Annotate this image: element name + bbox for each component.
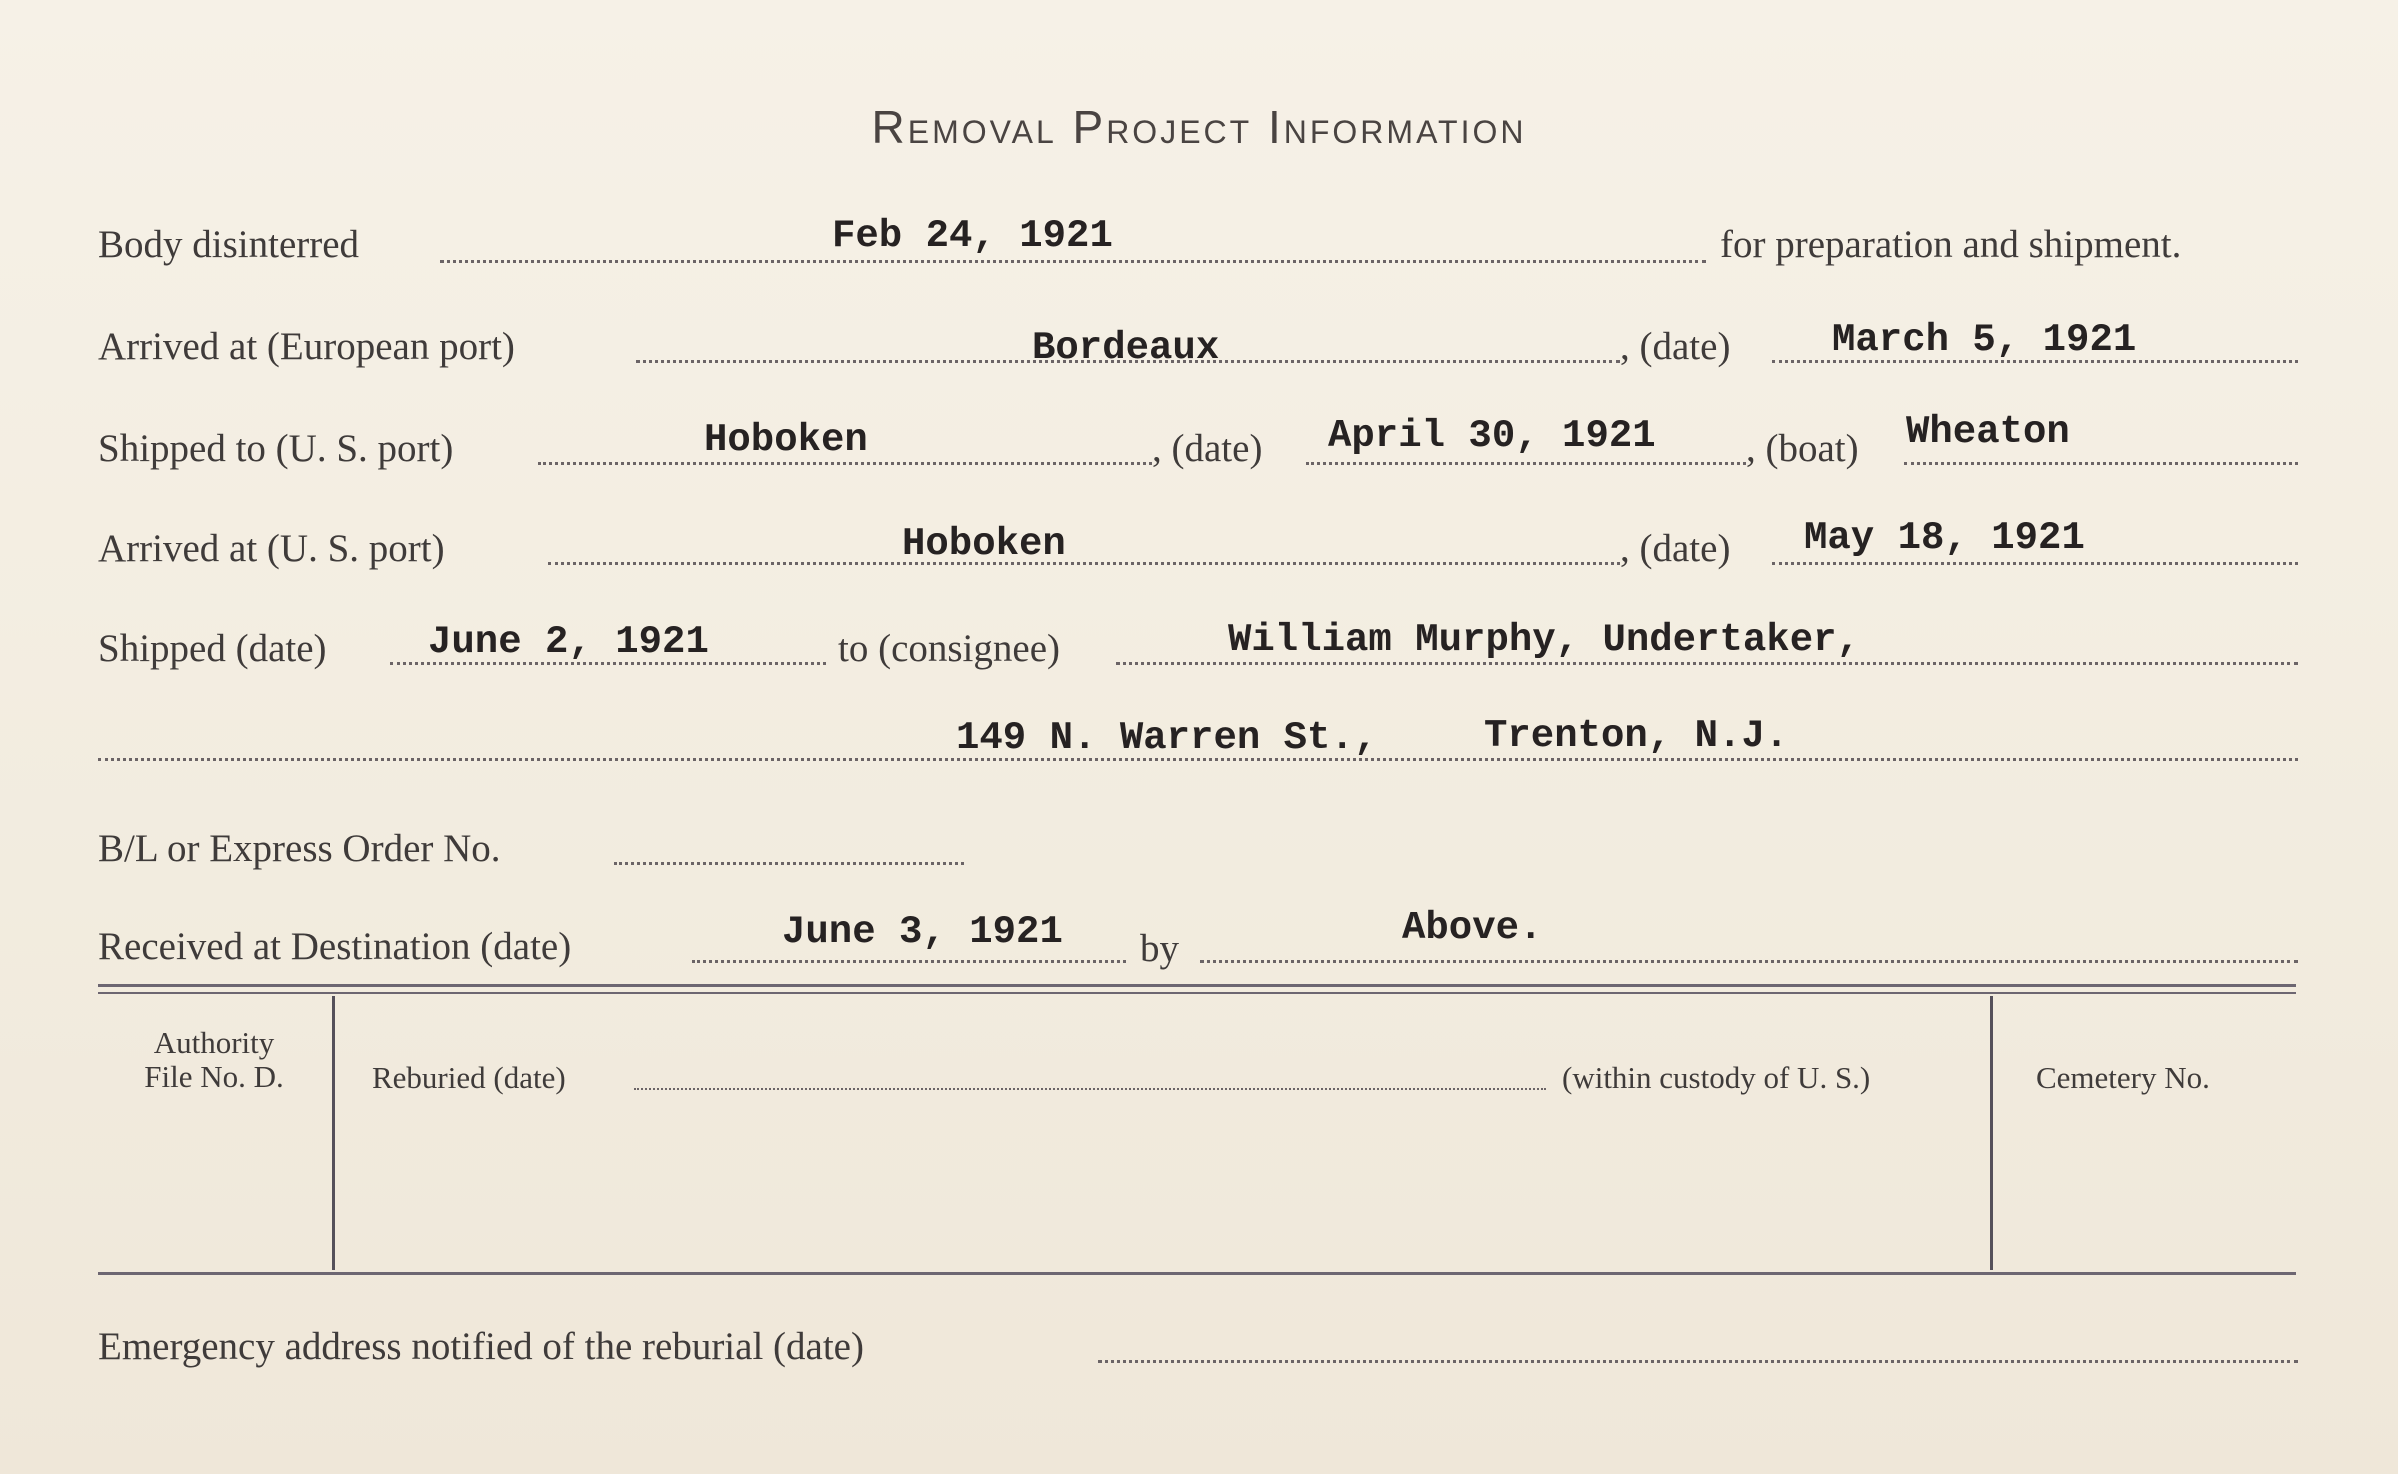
authority-label — [98, 1026, 330, 1094]
consignee-line — [1116, 662, 2298, 665]
bl-express-order-line — [614, 862, 964, 865]
arrived-us-date-value: May 18, 1921 — [1804, 516, 2085, 560]
received-by-line — [1200, 960, 2298, 963]
european-date-label: , (date) — [1620, 325, 1731, 368]
reburied-date-label: Reburied (date) — [372, 1060, 566, 1095]
received-by-value: Above. — [1402, 906, 1543, 950]
preparation-shipment-label: for preparation and shipment. — [1720, 223, 2182, 266]
page-title: Removal Project Information — [871, 101, 1527, 153]
boat-value: Wheaton — [1906, 410, 2070, 454]
shipped-final-date-value: June 2, 1921 — [428, 620, 709, 664]
european-port-label: Arrived at (European port) — [98, 325, 515, 368]
table-top-rule — [98, 984, 2296, 987]
table-divider-left — [332, 996, 335, 1270]
bl-express-order-label: B/L or Express Order No. — [98, 827, 501, 870]
received-by-label: by — [1140, 927, 1179, 970]
received-destination-label: Received at Destination (date) — [98, 925, 572, 968]
consignee-value: William Murphy, Undertaker, — [1228, 618, 1860, 662]
body-disinterred-line — [440, 260, 1706, 263]
table-bottom-rule — [98, 1272, 2296, 1275]
emergency-address-line — [1098, 1360, 2298, 1363]
boat-label: , (boat) — [1746, 427, 1859, 470]
table-top-rule-second — [98, 992, 2296, 994]
consignee-label: to (consignee) — [838, 627, 1061, 670]
body-disinterred-value: Feb 24, 1921 — [832, 214, 1113, 258]
reburied-date-line — [634, 1088, 1546, 1090]
custody-label: (within custody of U. S.) — [1562, 1060, 1871, 1095]
shipped-to-us-port-value: Hoboken — [704, 418, 868, 462]
shipped-to-us-port-line — [538, 462, 1152, 465]
table-divider-right — [1990, 996, 1993, 1270]
arrived-us-date-label: , (date) — [1620, 527, 1731, 570]
arrived-us-port-label: Arrived at (U. S. port) — [98, 527, 445, 570]
shipped-date-label: , (date) — [1152, 427, 1263, 470]
body-disinterred-label: Body disinterred — [98, 223, 360, 266]
shipped-date-value: April 30, 1921 — [1328, 414, 1656, 458]
authority-label-line2: File No. D. — [144, 1059, 284, 1094]
european-date-value: March 5, 1921 — [1832, 318, 2137, 362]
emergency-address-label: Emergency address notified of the reburial (date) — [98, 1325, 864, 1368]
boat-line — [1904, 462, 2298, 465]
european-port-value: Bordeaux — [1032, 326, 1220, 370]
consignee-address-value: 149 N. Warren St., — [956, 716, 1378, 760]
received-destination-date-value: June 3, 1921 — [782, 910, 1063, 954]
shipped-to-us-port-label: Shipped to (U. S. port) — [98, 427, 454, 470]
consignee-city-value: Trenton, N.J. — [1484, 714, 1789, 758]
shipped-final-date-label: Shipped (date) — [98, 627, 327, 670]
received-destination-line — [692, 960, 1126, 963]
arrived-us-port-line — [548, 562, 1620, 565]
arrived-us-date-line — [1772, 562, 2298, 565]
authority-label-line1: Authority — [153, 1025, 275, 1060]
shipped-date-line — [1306, 462, 1746, 465]
cemetery-number-label: Cemetery No. — [2036, 1060, 2210, 1095]
arrived-us-port-value: Hoboken — [902, 522, 1066, 566]
